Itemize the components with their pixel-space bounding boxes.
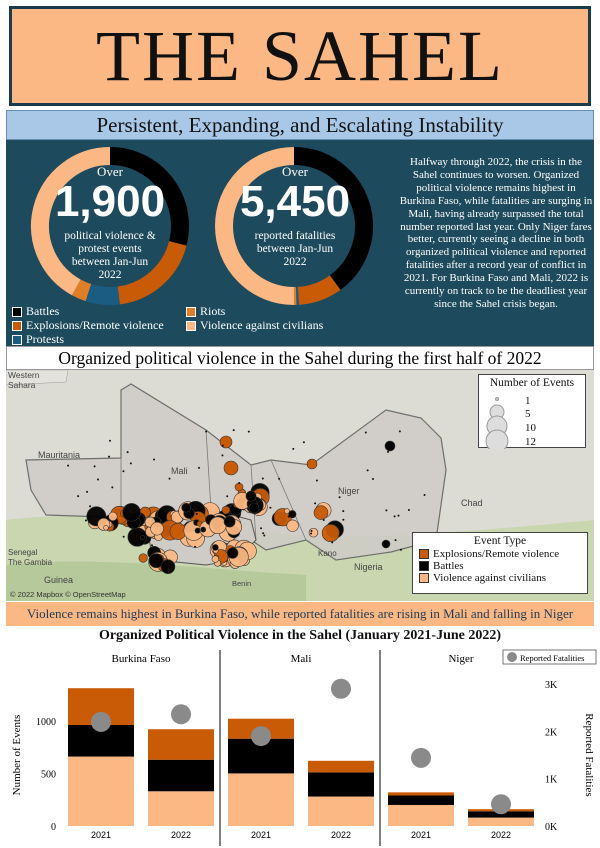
event-marker [310, 533, 312, 535]
size-legend-title: Number of Events [489, 377, 575, 389]
event-marker [97, 478, 99, 480]
event-marker [77, 495, 79, 497]
event-marker [104, 525, 109, 530]
event-marker [342, 519, 344, 521]
y-tick-label: 500 [41, 769, 56, 781]
event-marker [262, 532, 264, 534]
explosions-swatch [12, 321, 22, 331]
event-marker [262, 478, 264, 480]
fatalities-value: 5,450 [239, 177, 351, 226]
event-marker [314, 506, 328, 520]
y-tick-label: 1000 [36, 716, 56, 728]
event-marker [127, 451, 129, 453]
event-marker [161, 560, 175, 574]
fatalities-point [411, 748, 431, 768]
event-marker [385, 441, 395, 451]
event-marker [235, 483, 243, 491]
x-tick-label: 2021 [250, 830, 272, 840]
fatalities-desc-2: between Jan-Jun [256, 243, 334, 255]
event-marker [212, 556, 219, 563]
bar-segment [148, 760, 214, 792]
event-marker [212, 544, 218, 550]
event-marker [169, 478, 171, 480]
panel-label: Mali [290, 653, 312, 665]
label-mauritania: Mauritania [38, 450, 81, 460]
event-marker [385, 509, 387, 511]
event-marker [196, 513, 198, 515]
event-marker [227, 548, 238, 559]
size-legend-5: 5 [525, 408, 531, 420]
event-marker [151, 522, 164, 535]
summary-panel [6, 140, 594, 346]
legend-battles [12, 304, 59, 319]
events-value: 1,900 [54, 177, 166, 226]
event-marker [233, 429, 235, 431]
violence-swatch [186, 321, 196, 331]
event-marker [249, 503, 259, 513]
legend-riots [186, 304, 225, 319]
event-marker [226, 495, 228, 497]
event-marker [367, 469, 369, 471]
bar-segment [388, 805, 454, 826]
events-desc-2: protest events [78, 243, 142, 255]
fatalities-point [251, 726, 271, 746]
event-marker [284, 509, 289, 514]
summary-paragraph: Halfway through 2022, the crisis in the Sahel continues to worsen. Organized political violence remains highest in Burkina Faso, while fatalities are surging in Mali, having already surpassed the total number reported last year. Only Niger fares better, currently seeing a decline in both organized political violence and reported fatalities after a record year of conflict in 2021. For Burkina Faso and Mali, 2022 is currently on track to be the deadliest year since the Sahel crisis began. [399, 156, 593, 310]
type-legend [412, 532, 588, 594]
bar-segment [388, 795, 454, 804]
event-marker [89, 505, 91, 507]
bar-segment [308, 797, 374, 826]
riots-swatch [186, 307, 196, 317]
event-marker [365, 431, 367, 433]
map-title: Organized political violence in the Sahel during the first half of 2022 [6, 346, 594, 370]
fatalities-over: Over [282, 164, 308, 179]
event-marker [309, 528, 318, 537]
size-legend-12: 12 [525, 436, 536, 448]
event-marker [111, 486, 113, 488]
legend-violence-label: Violence against civilians [200, 318, 324, 332]
event-marker [122, 470, 124, 472]
events-donut-label [50, 164, 170, 282]
bar-segment [468, 818, 534, 826]
donut-segment-riots [76, 287, 88, 292]
page-title: THE SAHEL [96, 15, 504, 96]
fatalities-desc-1: reported fatalities [254, 230, 336, 242]
event-marker [339, 496, 341, 498]
event-marker [222, 506, 230, 514]
event-marker [108, 456, 110, 458]
legend-explosions-label: Explosions/Remote violence [26, 318, 164, 332]
key-finding-banner: Violence remains highest in Burkina Faso, while reported fatalities are rising in Mali and falling in Niger [6, 602, 594, 626]
legend-battles-label: Battles [26, 304, 60, 318]
legend-riots-label: Riots [200, 304, 226, 318]
event-marker [316, 480, 318, 482]
battles-swatch [12, 307, 22, 317]
event-marker [394, 515, 396, 517]
size-legend-1: 1 [525, 395, 531, 407]
x-tick-label: 2021 [90, 830, 112, 840]
subtitle-banner [6, 110, 594, 140]
fatalities-donut-label [230, 164, 360, 269]
event-marker [311, 530, 313, 532]
event-marker [209, 517, 226, 534]
event-marker [130, 462, 132, 464]
events-desc-4: 2022 [98, 269, 122, 281]
event-marker [307, 459, 317, 469]
y-axis-label: Number of Events [11, 714, 23, 796]
y2-tick-label: 3K [545, 680, 558, 691]
legend-protests-label: Protests [26, 332, 65, 346]
event-marker [303, 441, 305, 443]
event-marker [238, 482, 240, 484]
bar-segment [308, 761, 374, 773]
bar-segment [228, 773, 294, 826]
event-marker [224, 516, 235, 527]
event-marker [151, 544, 153, 546]
y2-axis-label: Reported Fatalities [583, 713, 595, 797]
event-marker [278, 478, 280, 480]
event-marker [382, 540, 390, 548]
fatalities-point [331, 679, 351, 699]
legend-violence [186, 318, 323, 333]
bar-segment [388, 792, 454, 795]
type-explosions-label: Explosions/Remote violence [433, 548, 560, 560]
type-legend-title: Event Type [473, 535, 527, 547]
label-western: Western [8, 370, 40, 380]
event-marker [123, 536, 125, 538]
event-marker [387, 451, 389, 453]
panel-label: Burkina Faso [111, 653, 171, 665]
type-legend-battles [419, 560, 587, 572]
events-over: Over [97, 164, 123, 179]
event-marker [397, 515, 399, 517]
legend-protests [12, 332, 64, 347]
chart-legend [503, 650, 596, 664]
page-subtitle: Persistent, Expanding, and Escalating Instability [96, 112, 504, 137]
event-marker [224, 461, 238, 475]
map-credit: © 2022 Mapbox © OpenStreetMap [10, 590, 126, 599]
event-marker [399, 430, 401, 432]
event-marker [109, 512, 118, 521]
type-explosions-swatch [419, 549, 429, 559]
event-marker [221, 454, 223, 456]
event-marker [222, 445, 224, 447]
title-banner [9, 6, 591, 106]
event-marker [322, 524, 339, 541]
event-marker [153, 458, 155, 460]
event-marker [201, 527, 206, 532]
x-tick-label: 2022 [330, 830, 352, 840]
event-marker [288, 516, 290, 518]
fatalities-point [171, 704, 191, 724]
legend-explosions [12, 318, 164, 333]
type-legend-explosions [419, 548, 587, 560]
size-circle-12 [486, 430, 508, 449]
event-marker [194, 546, 196, 548]
type-battles-label: Battles [433, 560, 464, 572]
events-desc-1: political violence & [64, 230, 156, 242]
type-battles-swatch [419, 561, 429, 571]
fatalities-point [91, 712, 111, 732]
bar-segment [68, 757, 134, 826]
event-map [6, 370, 594, 601]
event-marker [182, 503, 191, 512]
event-marker [424, 494, 426, 496]
y2-tick-label: 0K [545, 822, 558, 833]
label-chad: Chad [461, 498, 483, 508]
bar-chart [0, 648, 600, 848]
event-marker [232, 547, 234, 549]
event-marker [94, 465, 96, 467]
label-gambia: The Gambia [8, 558, 53, 567]
size-legend-10: 10 [525, 422, 536, 434]
donut-segment-explosions-remote-violence [298, 283, 335, 296]
y2-tick-label: 1K [545, 774, 558, 786]
event-marker [263, 534, 265, 536]
label-benin: Benin [232, 579, 252, 588]
label-guinea: Guinea [44, 575, 74, 585]
label-kano: Kano [318, 549, 337, 558]
event-marker [220, 436, 232, 448]
fatalities-desc-3: 2022 [283, 256, 307, 268]
x-tick-label: 2021 [410, 830, 432, 840]
fatalities-point [491, 794, 511, 814]
chart-title: Organized Political Violence in the Sahel (January 2021-June 2022) [98, 628, 502, 643]
event-marker [109, 440, 111, 442]
event-marker [408, 509, 410, 511]
label-niger: Niger [338, 486, 360, 496]
label-senegal: Senegal [8, 548, 38, 557]
panel-label: Niger [448, 653, 474, 665]
bar-segment [148, 791, 214, 826]
event-marker [292, 448, 294, 450]
type-violence-label: Violence against civilians [433, 572, 546, 584]
event-marker [342, 510, 344, 512]
size-legend [478, 374, 586, 448]
event-marker [248, 431, 250, 433]
event-marker [164, 510, 166, 512]
event-marker [400, 549, 402, 551]
donut-segment-protests [88, 293, 118, 296]
event-marker [85, 520, 87, 522]
event-marker [195, 508, 197, 510]
event-marker [198, 467, 200, 469]
y2-tick-label: 2K [545, 727, 558, 739]
event-marker [372, 478, 374, 480]
label-mali: Mali [171, 466, 188, 476]
type-violence-swatch [419, 573, 429, 583]
event-marker [123, 503, 141, 521]
label-nigeria: Nigeria [354, 562, 383, 572]
event-marker [140, 535, 145, 540]
event-marker [246, 491, 256, 501]
x-tick-label: 2022 [490, 830, 512, 840]
event-marker [314, 502, 316, 504]
y-tick-label: 0 [51, 822, 56, 833]
bar-segment [148, 729, 214, 760]
event-marker [139, 554, 148, 563]
event-marker [260, 527, 262, 529]
legend-fatalities-label: Reported Fatalities [520, 653, 585, 663]
size-circle-1 [496, 398, 499, 401]
event-marker [323, 519, 325, 521]
legend-fatalities-marker [507, 652, 517, 662]
event-marker [205, 430, 207, 432]
protests-swatch [12, 335, 22, 345]
label-sahara: Sahara [8, 380, 36, 390]
x-tick-label: 2022 [170, 830, 192, 840]
event-marker [287, 520, 299, 532]
event-marker [86, 491, 88, 493]
event-marker [395, 539, 397, 541]
bar-segment [308, 772, 374, 796]
events-desc-3: between Jan-Jun [71, 256, 149, 268]
type-legend-violence [419, 572, 587, 584]
event-marker [269, 507, 271, 509]
event-marker [331, 541, 333, 543]
event-marker [67, 465, 69, 467]
